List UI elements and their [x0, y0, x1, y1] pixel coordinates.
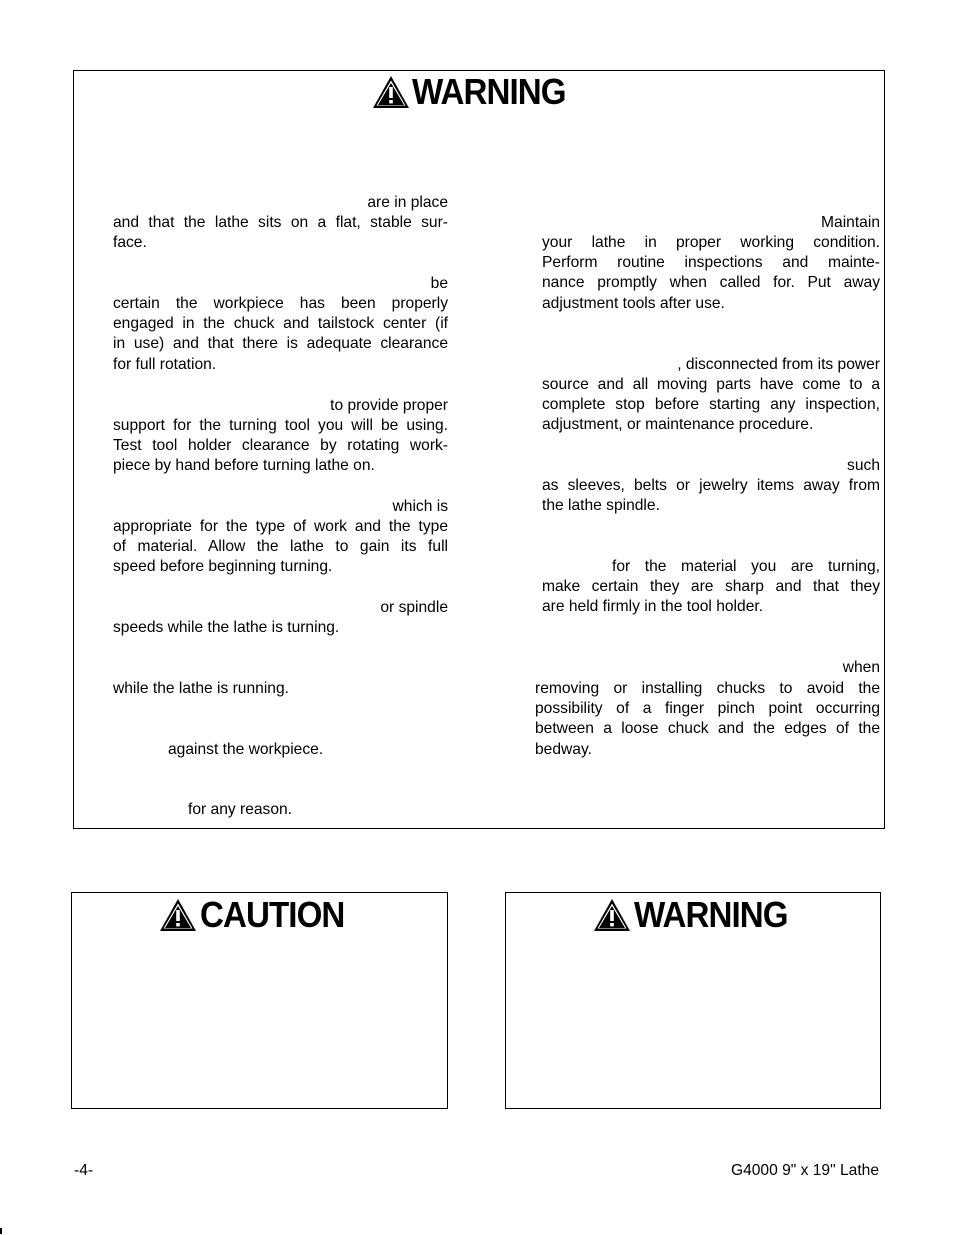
paragraph-line: are in place: [367, 194, 448, 211]
paragraph-line: such: [847, 457, 880, 474]
paragraph-line: your lathe in proper working condition.: [542, 234, 880, 251]
paragraph-line: in use) and that there is adequate clearance: [113, 335, 448, 353]
paragraph-line: adjustment tools after use.: [542, 294, 725, 312]
paragraph-line: are held firmly in the tool holder.: [542, 598, 764, 616]
paragraph-line: for the material you are turning,: [612, 558, 880, 575]
warning-triangle-icon: [592, 898, 632, 932]
paragraph-line: removing or installing chucks to avoid the: [535, 680, 880, 697]
paragraph-line: speeds while the lathe is turning.: [113, 619, 340, 636]
paragraph-line: against the workpiece.: [168, 741, 324, 758]
paragraph-line: , disconnected from its power: [677, 356, 880, 373]
banner-title: WARNING: [412, 71, 566, 112]
bottom-warning-banner: [592, 894, 801, 935]
paragraph-line: possibility of a finger pinch point occurring: [535, 700, 880, 718]
paragraph-line: which is: [392, 498, 448, 515]
caution-banner: [158, 894, 357, 935]
page-number: -4-: [74, 1162, 94, 1179]
paragraph-line: piece by hand before turning lathe on.: [113, 457, 375, 475]
top-warning-banner: [372, 71, 579, 112]
paragraph-line: support for the turning tool you will be using.: [113, 417, 448, 434]
paragraph-line: bedway.: [535, 740, 592, 758]
paragraph-line: when: [842, 659, 880, 676]
paragraph-line: to provide proper: [330, 397, 448, 414]
paragraph-line: for any reason.: [188, 801, 293, 818]
paragraph-line: be: [430, 275, 448, 292]
banner-title: CAUTION: [200, 894, 345, 935]
paragraph-line: of material. Allow the lathe to gain its full: [113, 538, 448, 556]
paragraph-line: appropriate for the type of work and the type: [113, 518, 448, 535]
paragraph-line: while the lathe is running.: [113, 680, 289, 697]
paragraph-line: complete stop before starting any inspection,: [542, 396, 880, 414]
paragraph-line: between a loose chuck and the edges of the: [535, 720, 880, 738]
paragraph-line: for full rotation.: [113, 355, 217, 373]
paragraph-line: Perform routine inspections and mainte-: [542, 254, 880, 272]
warning-triangle-icon: [158, 898, 198, 932]
paragraph-line: source and all moving parts have come to a: [542, 376, 880, 393]
warning-triangle-icon: [372, 75, 410, 109]
paragraph-line: as sleeves, belts or jewelry items away from: [542, 477, 880, 494]
paragraph-line: make certain they are sharp and that they: [542, 578, 880, 595]
paragraph-line: Maintain: [821, 214, 880, 231]
paragraph-line: face.: [113, 234, 147, 252]
paragraph-line: adjustment, or maintenance procedure.: [542, 416, 814, 434]
model-name: G4000 9" x 19" Lathe: [730, 1162, 879, 1179]
paragraph-line: and that the lathe sits on a flat, stable sur-: [113, 214, 448, 231]
paragraph-line: certain the workpiece has been properly: [113, 295, 448, 312]
paragraph-line: Test tool holder clearance by rotating work-: [113, 437, 448, 455]
paragraph-line: nance promptly when called for. Put away: [542, 274, 880, 292]
banner-title: WARNING: [634, 894, 788, 935]
paragraph-line: engaged in the chuck and tailstock center (if: [113, 315, 448, 333]
paragraph-line: or spindle: [380, 599, 448, 616]
scan-mark: [0, 1228, 2, 1234]
paragraph-line: speed before beginning turning.: [113, 558, 333, 576]
paragraph-line: the lathe spindle.: [542, 497, 660, 515]
